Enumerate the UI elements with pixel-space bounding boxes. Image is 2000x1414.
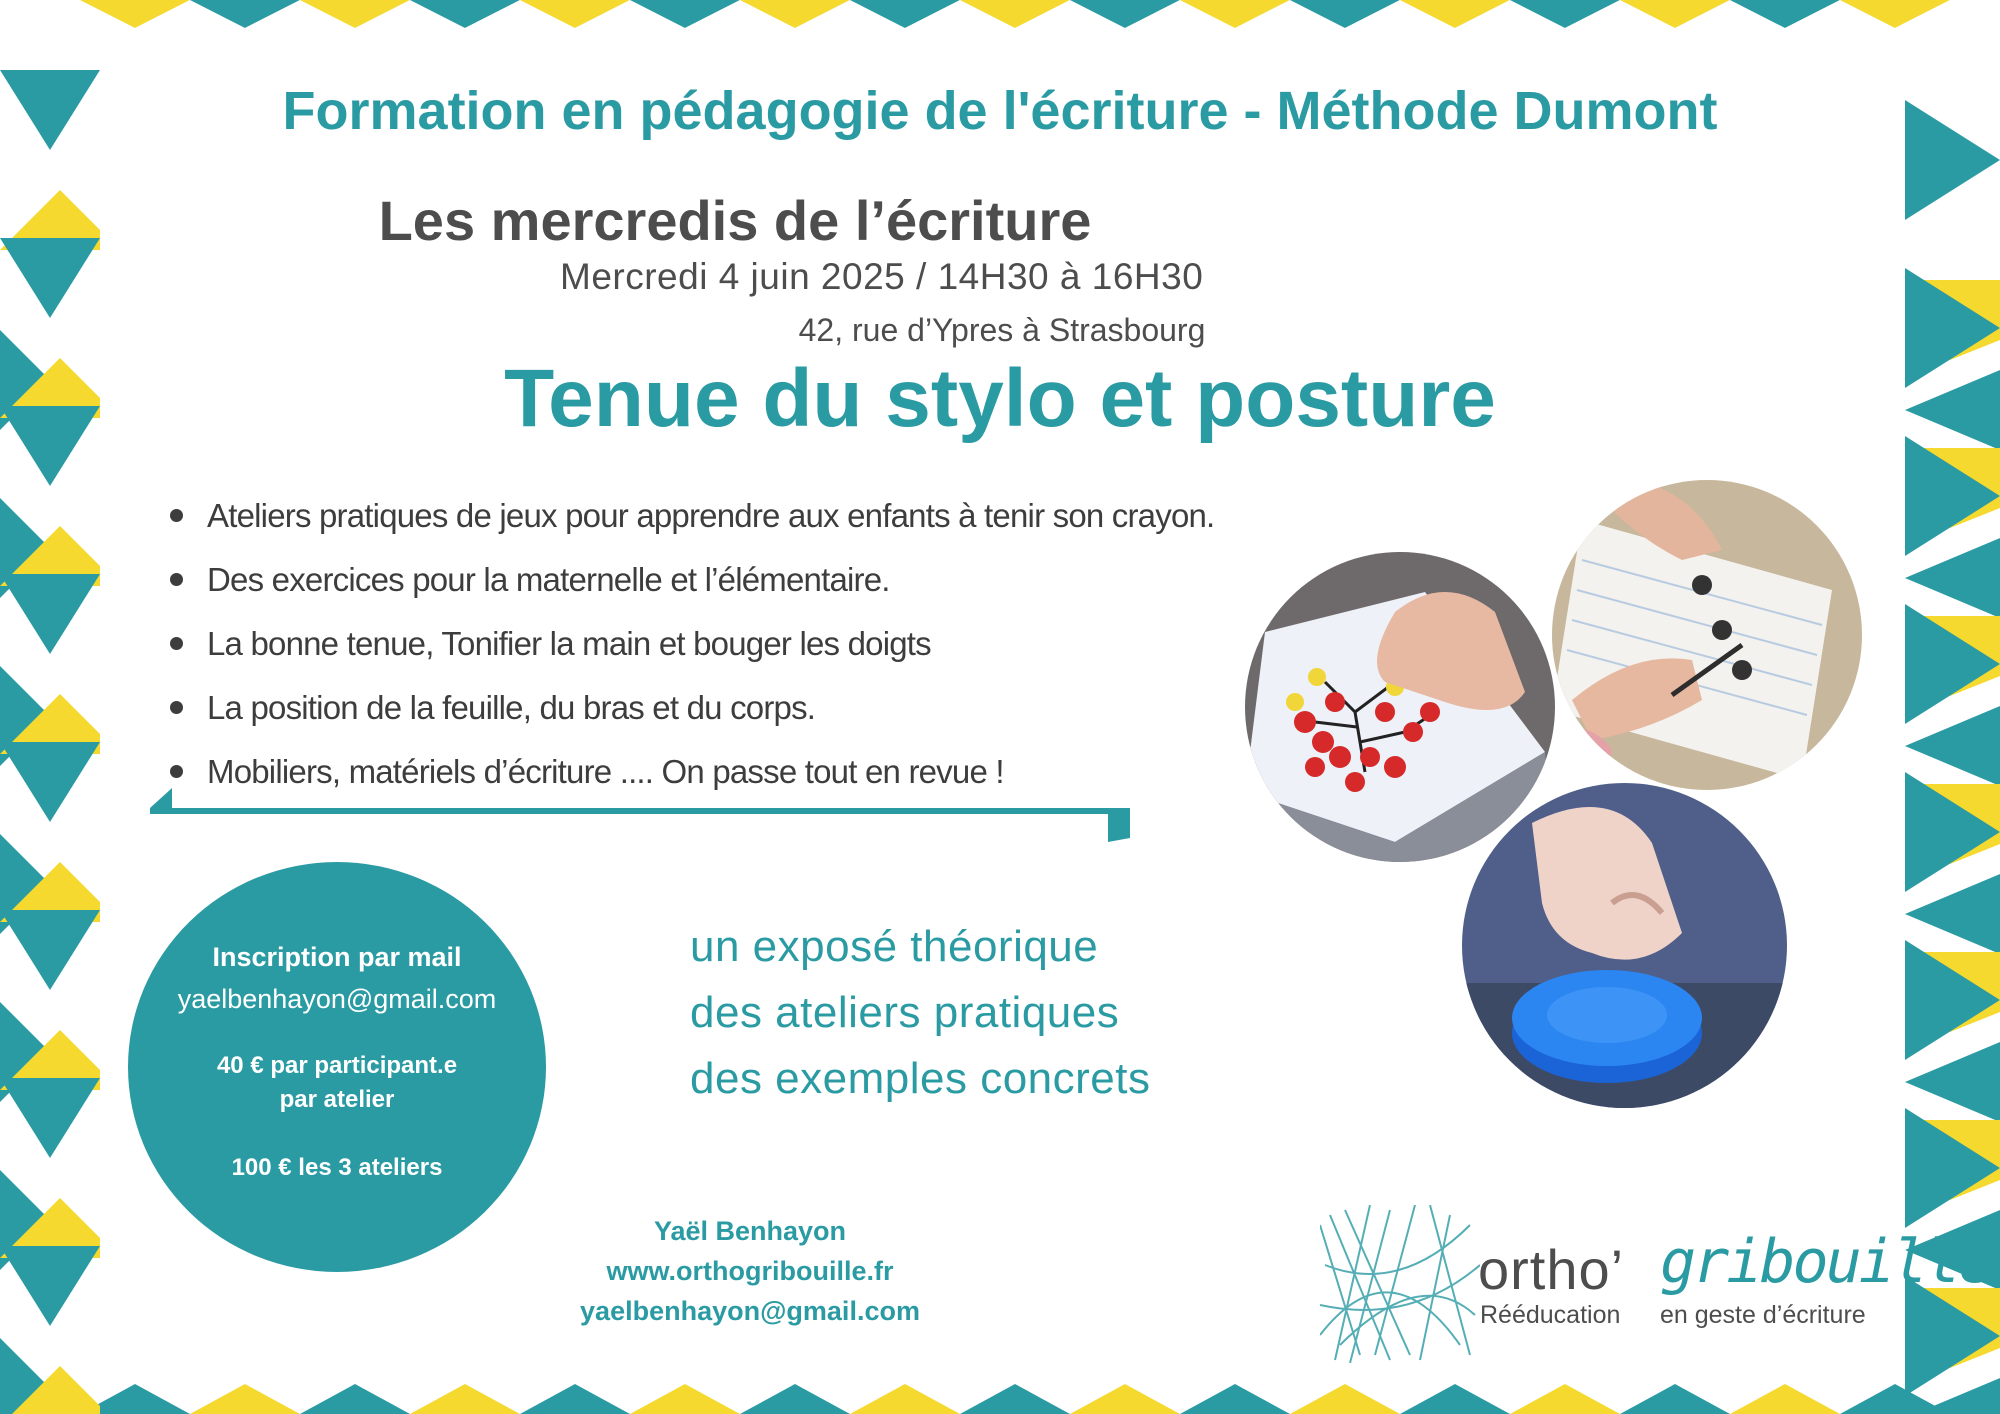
triangle-shape (0, 574, 100, 654)
logo-tagline: en geste d’écriture (1660, 1301, 1866, 1329)
list-item: Ateliers pratiques de jeux pour apprendre aux enfants à tenir son crayon. (170, 490, 1350, 554)
finger-painting-icon (1245, 552, 1555, 862)
triangle-shape (1620, 1384, 1730, 1414)
page-title: Formation en pédagogie de l'écriture - Méthode Dumont (282, 81, 1718, 141)
logo-tagline: Rééducation (1480, 1301, 1621, 1329)
contact-name: Yaël Benhayon (653, 1216, 847, 1246)
list-item: Mobiliers, matériels d’écriture .... On passe tout en revue ! (170, 746, 1350, 810)
bullet-icon (170, 509, 183, 522)
right-triangle-strip (1905, 100, 2000, 1414)
contact-website-link[interactable]: www.orthogribouille.fr (606, 1256, 894, 1286)
contact-email-link[interactable]: yaelbenhayon@gmail.com (580, 1296, 920, 1326)
tree-fingerprint-photo (1245, 552, 1555, 862)
triangle-shape (300, 1384, 410, 1414)
triangle-shape (0, 742, 100, 822)
feature-item: un exposé théorique (690, 922, 1099, 971)
triangle-shape (1290, 1384, 1400, 1414)
triangle-shape (1905, 874, 2000, 954)
triangle-shape (190, 1384, 300, 1414)
notebook-icon (1552, 480, 1862, 790)
feature-item: des ateliers pratiques (690, 988, 1120, 1037)
series-title: Les mercredis de l’écriture (378, 189, 1092, 252)
registration-email[interactable]: yaelbenhayon@gmail.com (177, 984, 497, 1014)
triangle-shape (850, 1384, 960, 1414)
bottom-triangle-strip (80, 1384, 1950, 1414)
triangle-shape (410, 1384, 520, 1414)
triangle-shape (1905, 706, 2000, 786)
triangle-shape (1730, 1384, 1840, 1414)
triangle-shape (1510, 1384, 1620, 1414)
triangle-shape (630, 1384, 740, 1414)
logo-gribouille-text: gribouille (1660, 1227, 1992, 1297)
registration-title: Inscription par mail (212, 942, 462, 972)
list-item: La position de la feuille, du bras et du corps. (170, 682, 1350, 746)
scribble-icon (1320, 1205, 1480, 1363)
triangle-shape (0, 1078, 100, 1158)
triangle-shape (1905, 1042, 2000, 1122)
triangle-shape (1070, 1384, 1180, 1414)
event-date: Mercredi 4 juin 2025 / 14H30 à 16H30 (560, 256, 1204, 297)
bracket-divider (150, 780, 1140, 842)
registration-badge (128, 862, 546, 1272)
event-address: 42, rue d’Ypres à Strasbourg (798, 312, 1206, 348)
bullet-icon (170, 637, 183, 650)
triangle-shape (520, 1384, 630, 1414)
price-per-workshop: par atelier (279, 1086, 395, 1113)
list-item: Des exercices pour la maternelle et l’élémentaire. (170, 554, 1350, 618)
triangle-shape (1905, 538, 2000, 618)
program-list (170, 490, 1350, 810)
bullet-icon (170, 573, 183, 586)
bottle-cap-photo (1462, 783, 1787, 1108)
bottle-cap-icon (1462, 783, 1787, 1108)
triangle-shape (740, 1384, 850, 1414)
list-item: La bonne tenue, Tonifier la main et bouger les doigts (170, 618, 1350, 682)
triangle-shape (1180, 1384, 1290, 1414)
top-triangle-strip (80, 0, 2000, 28)
price-per-participant: 40 € par participant.e (216, 1052, 458, 1079)
triangle-shape (0, 1246, 100, 1326)
left-triangle-strip (0, 70, 100, 1414)
triangle-shape (0, 910, 100, 990)
bundle-price: 100 € les 3 ateliers (231, 1154, 443, 1181)
notebook-writing-photo (1552, 480, 1862, 790)
triangle-shape (1400, 1384, 1510, 1414)
workshop-title: Tenue du stylo et posture (504, 353, 1496, 444)
triangle-shape (960, 1384, 1070, 1414)
logo-ortho-text: ortho’ (1478, 1238, 1625, 1301)
ortho-gribouille-logo (1320, 1205, 1992, 1363)
feature-item: des exemples concrets (690, 1054, 1151, 1103)
bullet-icon (170, 701, 183, 714)
bullet-icon (170, 765, 183, 778)
